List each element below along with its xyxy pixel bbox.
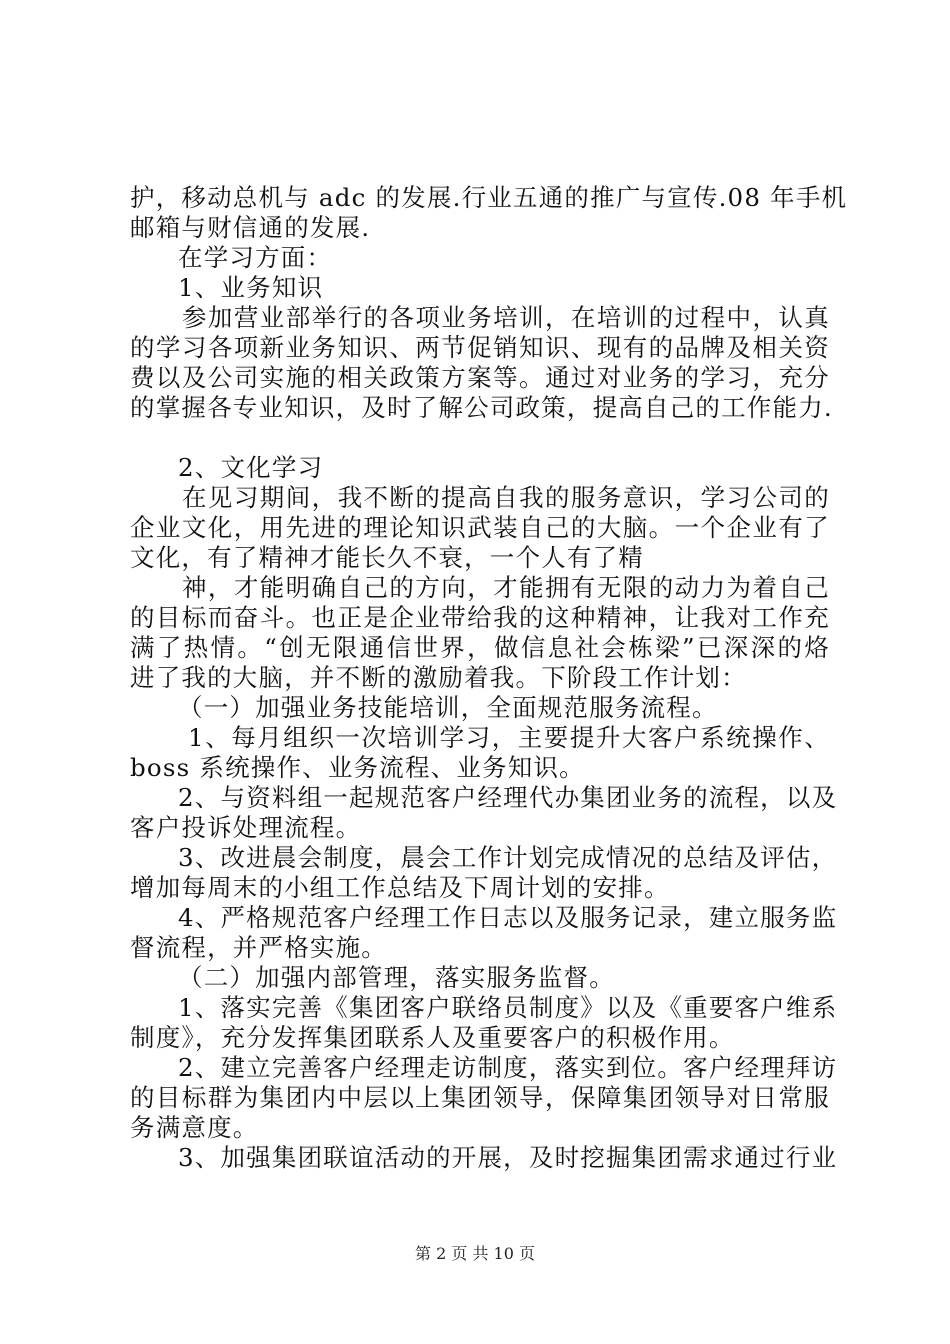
page-number-footer: 第 2 页 共 10 页 [415,1244,535,1263]
text-line: 增加每周末的小组工作总结及下周计划的安排。 [130,873,670,902]
section-heading: 2、文化学习 [178,453,324,482]
text-line: 的目标群为集团内中层以上集团领导，保障集团领导对日常服 [130,1083,830,1112]
section-heading: （一）加强业务技能培训，全面规范服务流程。 [178,693,718,722]
text-line: 在学习方面： [178,243,333,272]
text-line: 3、改进晨会制度，晨会工作计划完成情况的总结及评估， [178,843,838,872]
text-line: 神，才能明确自己的方向，才能拥有无限的动力为着自己 [182,573,830,602]
text-line: 在见习期间，我不断的提高自我的服务意识，学习公司的 [182,483,830,512]
text-line: 4、严格规范客户经理工作日志以及服务记录，建立服务监 [178,903,838,932]
text-line: 的掌握各专业知识，及时了解公司政策，提高自己的工作能力. [130,393,833,422]
text-line: 满了热情。“创无限通信世界，做信息社会栋梁”已深深的烙 [130,633,830,662]
text-line: 务满意度。 [130,1113,259,1142]
text-line: 企业文化，用先进的理论知识武装自己的大脑。一个企业有了 [130,513,830,542]
text-line: 3、加强集团联谊活动的开展，及时挖掘集团需求通过行业 [178,1143,838,1172]
text-line: 2、与资料组一起规范客户经理代办集团业务的流程，以及 [178,783,838,812]
text-line: 制度》，充分发挥集团联系人及重要客户的积极作用。 [130,1023,735,1052]
section-heading: 1、业务知识 [178,273,324,302]
text-line: 护，移动总机与 adc 的发展.行业五通的推广与宣传.08 年手机 [130,183,848,212]
text-line: 督流程，并严格实施。 [130,933,387,962]
section-heading: （二）加强内部管理，落实服务监督。 [178,963,615,992]
text-line: 文化，有了精神才能长久不衰，一个人有了精 [130,543,644,572]
text-line: 客户投诉处理流程。 [130,813,362,842]
text-line: 费以及公司实施的相关政策方案等。通过对业务的学习，充分 [130,363,830,392]
text-line: 1、每月组织一次培训学习，主要提升大客户系统操作、 [188,723,830,752]
text-line: 进了我的大脑，并不断的激励着我。下阶段工作计划： [130,663,747,692]
text-line: 1、落实完善《集团客户联络员制度》以及《重要客户维系 [178,993,838,1022]
text-line: 的目标而奋斗。也正是企业带给我的这种精神，让我对工作充 [130,603,830,632]
text-line: 邮箱与财信通的发展. [130,213,371,242]
text-line: 2、建立完善客户经理走访制度，落实到位。客户经理拜访 [178,1053,838,1082]
text-line: boss 系统操作、业务流程、业务知识。 [130,753,585,782]
text-line: 的学习各项新业务知识、两节促销知识、现有的品牌及相关资 [130,333,830,362]
text-line: 参加营业部举行的各项业务培训，在培训的过程中，认真 [182,303,830,332]
